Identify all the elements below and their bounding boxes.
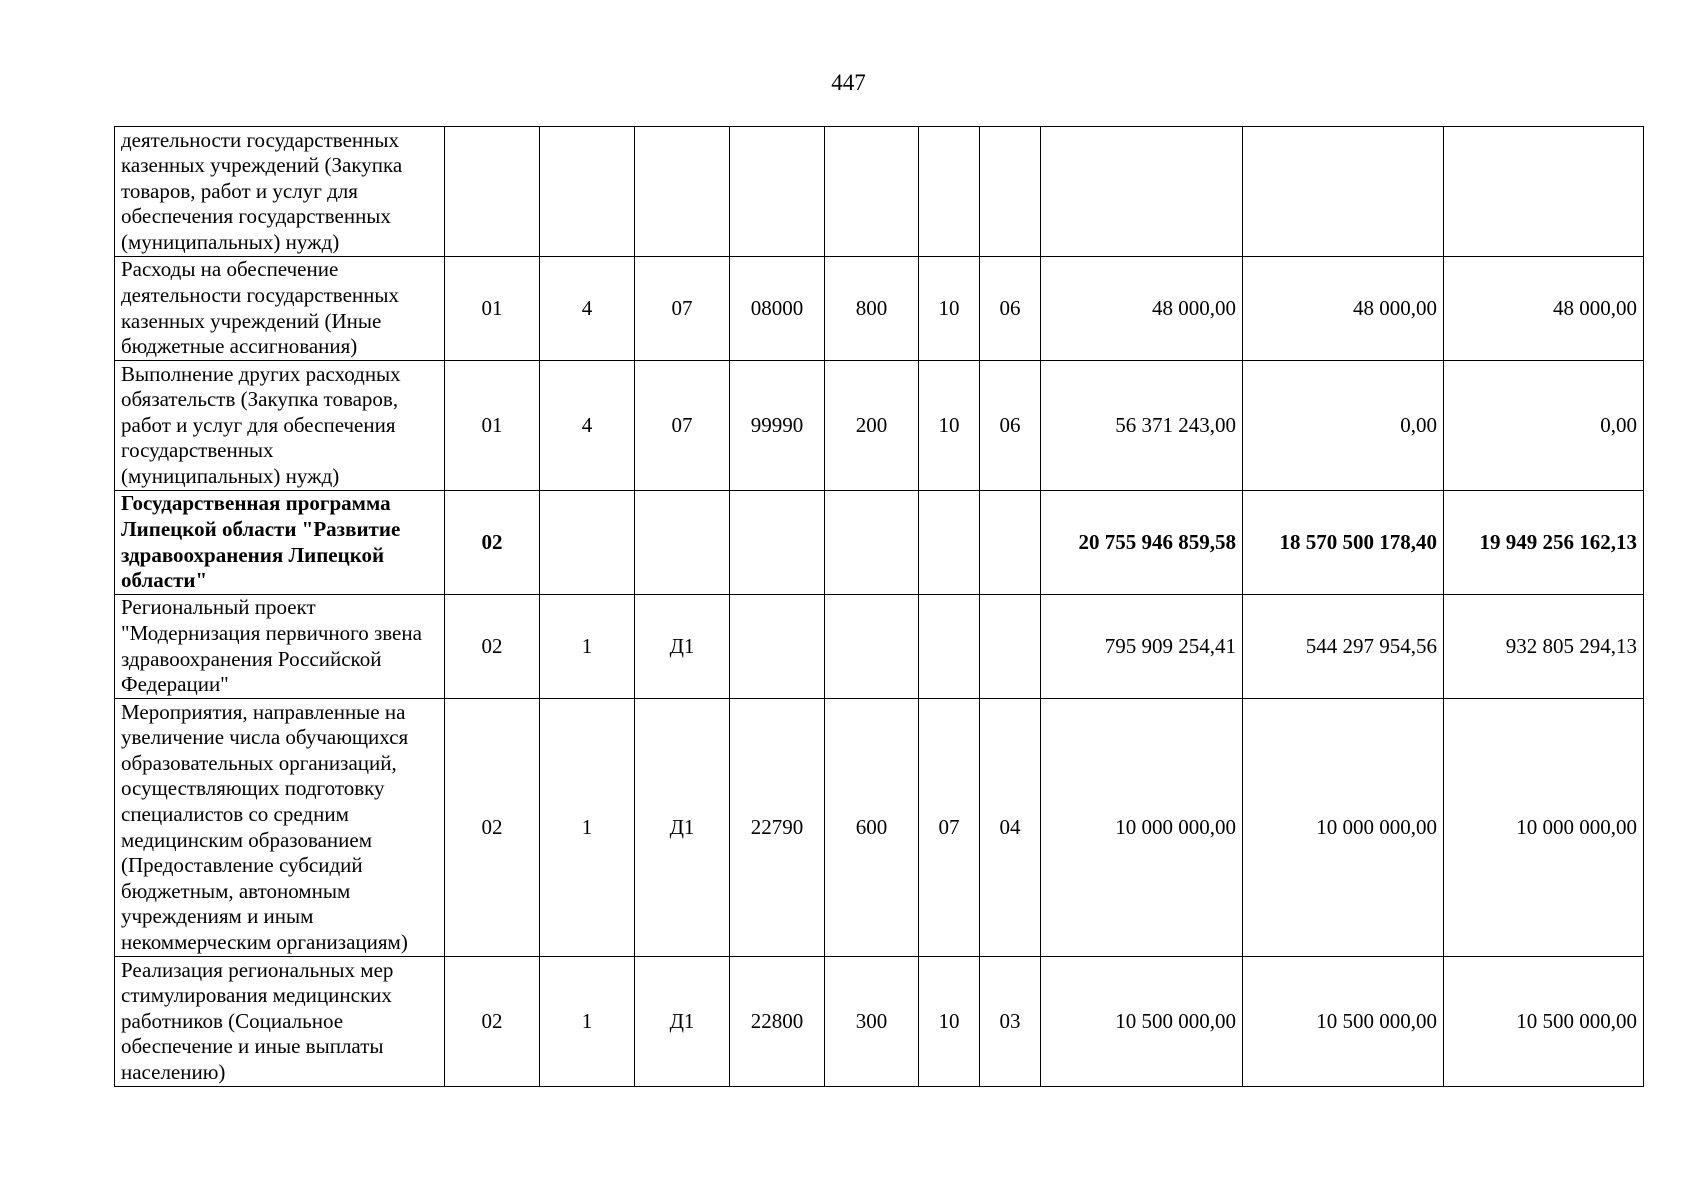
row-description-line: бюджетные ассигнования): [121, 334, 358, 359]
budget-code-expense-type: 600: [825, 699, 919, 957]
row-description-line: (муниципальных) нужд): [121, 463, 340, 488]
amount-year-1: 20 755 946 859,58: [1041, 491, 1243, 595]
row-description-line: увеличение числа обучающихся: [121, 725, 409, 750]
table-row: [115, 361, 1644, 491]
table-row: [115, 127, 1644, 257]
budget-code-program: 02: [445, 491, 540, 595]
row-description-line: здравоохранения Липецкой: [121, 542, 385, 567]
budget-code-subsection: 04: [980, 699, 1041, 957]
row-description-line: специалистов со средним: [121, 801, 349, 826]
budget-code-subprogram: [540, 127, 635, 257]
budget-code-section: [919, 491, 980, 595]
budget-code-main-event: [635, 127, 730, 257]
amount-year-2: 10 500 000,00: [1243, 957, 1444, 1087]
amount-year-1: 56 371 243,00: [1041, 361, 1243, 491]
amount-year-2: [1243, 127, 1444, 257]
budget-code-direction: 22790: [730, 699, 825, 957]
amount-year-2: 544 297 954,56: [1243, 595, 1444, 699]
budget-code-expense-type: [825, 491, 919, 595]
budget-code-direction: 22800: [730, 957, 825, 1087]
table-row: [115, 595, 1644, 699]
budget-code-direction: 99990: [730, 361, 825, 491]
amount-year-3: [1444, 127, 1644, 257]
budget-code-subsection: 06: [980, 257, 1041, 361]
row-description-line: товаров, работ и услуг для: [121, 178, 358, 203]
amount-year-3: 10 500 000,00: [1444, 957, 1644, 1087]
budget-code-subsection: 06: [980, 361, 1041, 491]
budget-code-program: 02: [445, 699, 540, 957]
budget-code-subprogram: 1: [540, 699, 635, 957]
budget-code-program: [445, 127, 540, 257]
budget-code-subprogram: 1: [540, 595, 635, 699]
budget-code-section: 10: [919, 257, 980, 361]
row-description: [115, 491, 445, 595]
row-description-line: учреждениям и иным: [121, 904, 314, 929]
budget-code-section: 07: [919, 699, 980, 957]
amount-year-1: 10 500 000,00: [1041, 957, 1243, 1087]
row-description-line: области": [121, 568, 208, 593]
row-description-line: стимулирования медицинских: [121, 983, 392, 1008]
budget-code-section: 10: [919, 361, 980, 491]
budget-code-expense-type: 800: [825, 257, 919, 361]
row-description-line: Государственная программа: [121, 491, 391, 516]
row-description-line: Мероприятия, направленные на: [121, 699, 406, 724]
row-description-line: медицинским образованием: [121, 827, 372, 852]
amount-year-2: 10 000 000,00: [1243, 699, 1444, 957]
row-description-line: обеспечения государственных: [121, 204, 391, 229]
budget-code-program: 01: [445, 361, 540, 491]
row-description-line: работников (Социальное: [121, 1008, 344, 1033]
row-description-line: населению): [121, 1059, 226, 1084]
row-description-line: (муниципальных) нужд): [121, 229, 340, 254]
budget-code-subsection: [980, 595, 1041, 699]
budget-code-expense-type: [825, 127, 919, 257]
row-description-line: деятельности государственных: [121, 127, 400, 152]
row-description: [115, 957, 445, 1087]
budget-code-direction: [730, 491, 825, 595]
budget-code-subsection: 03: [980, 957, 1041, 1087]
row-description-line: деятельности государственных: [121, 282, 400, 307]
budget-code-main-event: 07: [635, 361, 730, 491]
amount-year-3: 932 805 294,13: [1444, 595, 1644, 699]
row-description: [115, 361, 445, 491]
row-description-line: "Модернизация первичного звена: [121, 620, 422, 645]
row-description-line: Расходы на обеспечение: [121, 257, 339, 282]
budget-code-direction: [730, 127, 825, 257]
budget-code-program: 02: [445, 957, 540, 1087]
amount-year-2: 48 000,00: [1243, 257, 1444, 361]
row-description-line: осуществляющих подготовку: [121, 776, 385, 801]
page-number: 447: [831, 70, 866, 95]
budget-code-subprogram: [540, 491, 635, 595]
row-description-line: казенных учреждений (Иные: [121, 308, 382, 333]
row-description-line: государственных: [121, 438, 274, 463]
amount-year-3: 19 949 256 162,13: [1444, 491, 1644, 595]
row-description: [115, 127, 445, 257]
budget-code-main-event: Д1: [635, 595, 730, 699]
budget-code-direction: 08000: [730, 257, 825, 361]
budget-code-subprogram: 4: [540, 361, 635, 491]
budget-code-section: [919, 595, 980, 699]
budget-code-expense-type: [825, 595, 919, 699]
amount-year-1: [1041, 127, 1243, 257]
amount-year-1: 10 000 000,00: [1041, 699, 1243, 957]
budget-code-subprogram: 1: [540, 957, 635, 1087]
row-description-line: Региональный проект: [121, 595, 316, 620]
amount-year-3: 0,00: [1444, 361, 1644, 491]
amount-year-1: 795 909 254,41: [1041, 595, 1243, 699]
row-description: [115, 595, 445, 699]
row-description-line: некоммерческим организациям): [121, 929, 408, 954]
budget-code-main-event: [635, 491, 730, 595]
row-description: [115, 257, 445, 361]
budget-code-subsection: [980, 127, 1041, 257]
amount-year-3: 48 000,00: [1444, 257, 1644, 361]
row-description-line: образовательных организаций,: [121, 750, 397, 775]
amount-year-2: 18 570 500 178,40: [1243, 491, 1444, 595]
amount-year-2: 0,00: [1243, 361, 1444, 491]
budget-code-program: 02: [445, 595, 540, 699]
row-description-line: Липецкой области "Развитие: [121, 516, 401, 541]
row-description: [115, 699, 445, 957]
row-description-line: обеспечение и иные выплаты: [121, 1034, 384, 1059]
budget-code-subsection: [980, 491, 1041, 595]
row-description-line: работ и услуг для обеспечения: [121, 412, 396, 437]
amount-year-3: 10 000 000,00: [1444, 699, 1644, 957]
row-description-line: обязательств (Закупка товаров,: [121, 387, 399, 412]
row-description-line: Федерации": [121, 672, 229, 697]
budget-code-direction: [730, 595, 825, 699]
table-row: [115, 957, 1644, 1087]
row-description-line: бюджетным, автономным: [121, 878, 351, 903]
table-row: [115, 491, 1644, 595]
budget-code-program: 01: [445, 257, 540, 361]
row-description-line: Выполнение других расходных: [121, 361, 401, 386]
row-description-line: Реализация региональных мер: [121, 957, 394, 982]
table-row: [115, 699, 1644, 957]
budget-code-section: 10: [919, 957, 980, 1087]
budget-code-main-event: Д1: [635, 699, 730, 957]
budget-table: [114, 126, 1644, 1087]
budget-code-expense-type: 200: [825, 361, 919, 491]
budget-code-main-event: Д1: [635, 957, 730, 1087]
budget-code-expense-type: 300: [825, 957, 919, 1087]
row-description-line: (Предоставление субсидий: [121, 853, 363, 878]
row-description-line: здравоохранения Российской: [121, 646, 382, 671]
amount-year-1: 48 000,00: [1041, 257, 1243, 361]
row-description-line: казенных учреждений (Закупка: [121, 153, 403, 178]
budget-code-main-event: 07: [635, 257, 730, 361]
table-row: [115, 257, 1644, 361]
budget-code-section: [919, 127, 980, 257]
budget-code-subprogram: 4: [540, 257, 635, 361]
